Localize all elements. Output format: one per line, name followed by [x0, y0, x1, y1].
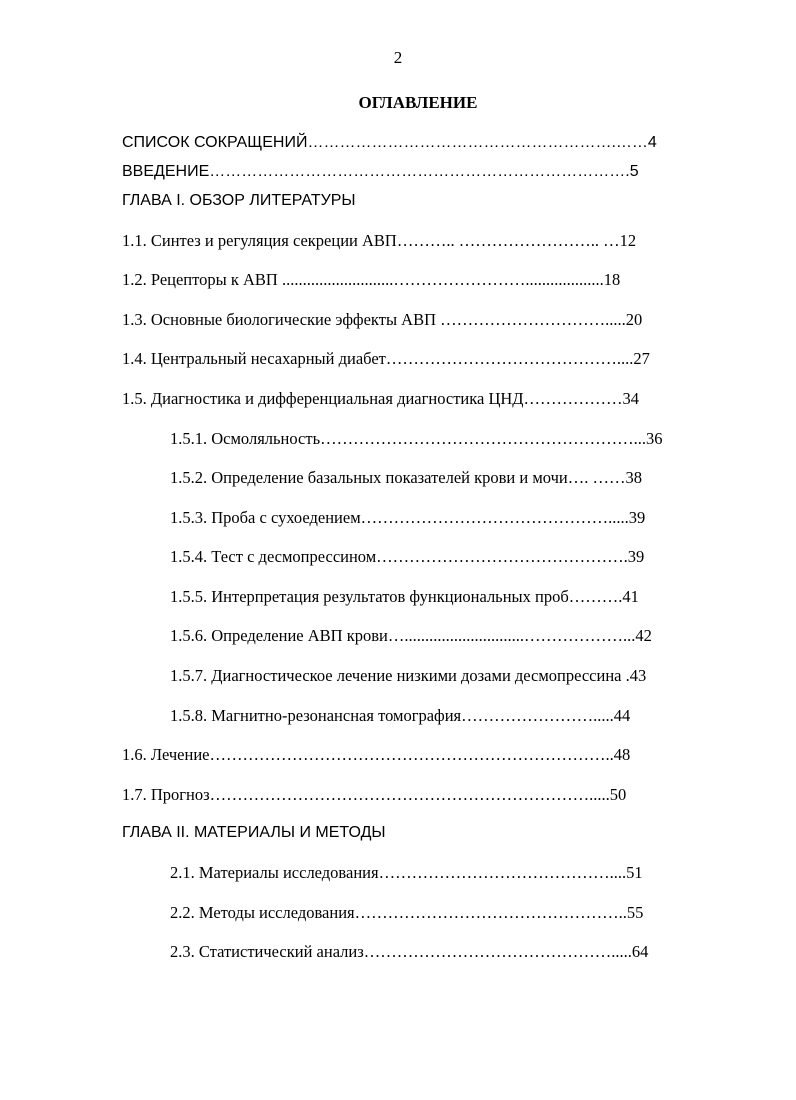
toc-entry-1-4[interactable]: 1.4. Центральный несахарный диабет……………………………………....27 [122, 349, 650, 368]
toc-entry-1-5-3[interactable]: 1.5.3. Проба с сухоедением……………………………………….....39 [170, 508, 646, 527]
toc-entry-1-5-7[interactable]: 1.5.7. Диагностическое лечение низкими дозами десмопрессина .43 [170, 666, 647, 685]
toc-entry-1-5[interactable]: 1.5. Диагностика и дифференциальная диагностика ЦНД………………34 [122, 389, 640, 408]
page-number: 2 [393, 48, 403, 67]
toc-entry-1-5-2[interactable]: 1.5.2. Определение базальных показателей крови и мочи…. ……38 [170, 468, 642, 487]
toc-entry-1-6[interactable]: 1.6. Лечение………………………………………………………………..48 [122, 745, 631, 764]
toc-entry-1-5-1[interactable]: 1.5.1. Осмоляльность…………………………………………………...36 [170, 429, 663, 448]
toc-entry-1-5-8[interactable]: 1.5.8. Магнитно-резонансная томография…………………….....44 [170, 706, 631, 725]
toc-entry-1-5-5[interactable]: 1.5.5. Интерпретация результатов функциональных проб……….41 [170, 587, 639, 606]
toc-entry-introduction[interactable]: ВВЕДЕНИЕ…………………………………………………………………….5 [122, 163, 639, 180]
toc-entry-1-1[interactable]: 1.1. Синтез и регуляция секреции АВП……….. …………………….. …12 [122, 231, 637, 250]
toc-chapter-2[interactable]: ГЛАВА II. МАТЕРИАЛЫ И МЕТОДЫ [122, 824, 386, 841]
toc-entry-1-5-4[interactable]: 1.5.4. Тест с десмопрессином……………………………………….39 [170, 547, 645, 566]
toc-entry-2-3[interactable]: 2.3. Статистический анализ……………………………………….....64 [170, 942, 649, 961]
toc-entry-1-2[interactable]: 1.2. Рецепторы к АВП ...........................……………………...................18 [122, 270, 621, 289]
toc-entry-2-1[interactable]: 2.1. Материалы исследования……………………………………....51 [170, 863, 643, 882]
toc-entry-2-2[interactable]: 2.2. Методы исследования…………………………………………..55 [170, 903, 644, 922]
page-title: ОГЛАВЛЕНИЕ [358, 93, 478, 112]
toc-entry-1-5-6[interactable]: 1.5.6. Определение АВП крови….............................………………...42 [170, 626, 652, 645]
toc-entry-abbreviations[interactable]: СПИСОК СОКРАЩЕНИЙ………………………………………………….……4 [122, 134, 657, 151]
toc-entry-1-7[interactable]: 1.7. Прогноз…………………………………………………………….....50 [122, 785, 627, 804]
toc-chapter-1[interactable]: ГЛАВА I. ОБЗОР ЛИТЕРАТУРЫ [122, 192, 356, 209]
toc-entry-1-3[interactable]: 1.3. Основные биологические эффекты АВП ………………………….....20 [122, 310, 643, 329]
